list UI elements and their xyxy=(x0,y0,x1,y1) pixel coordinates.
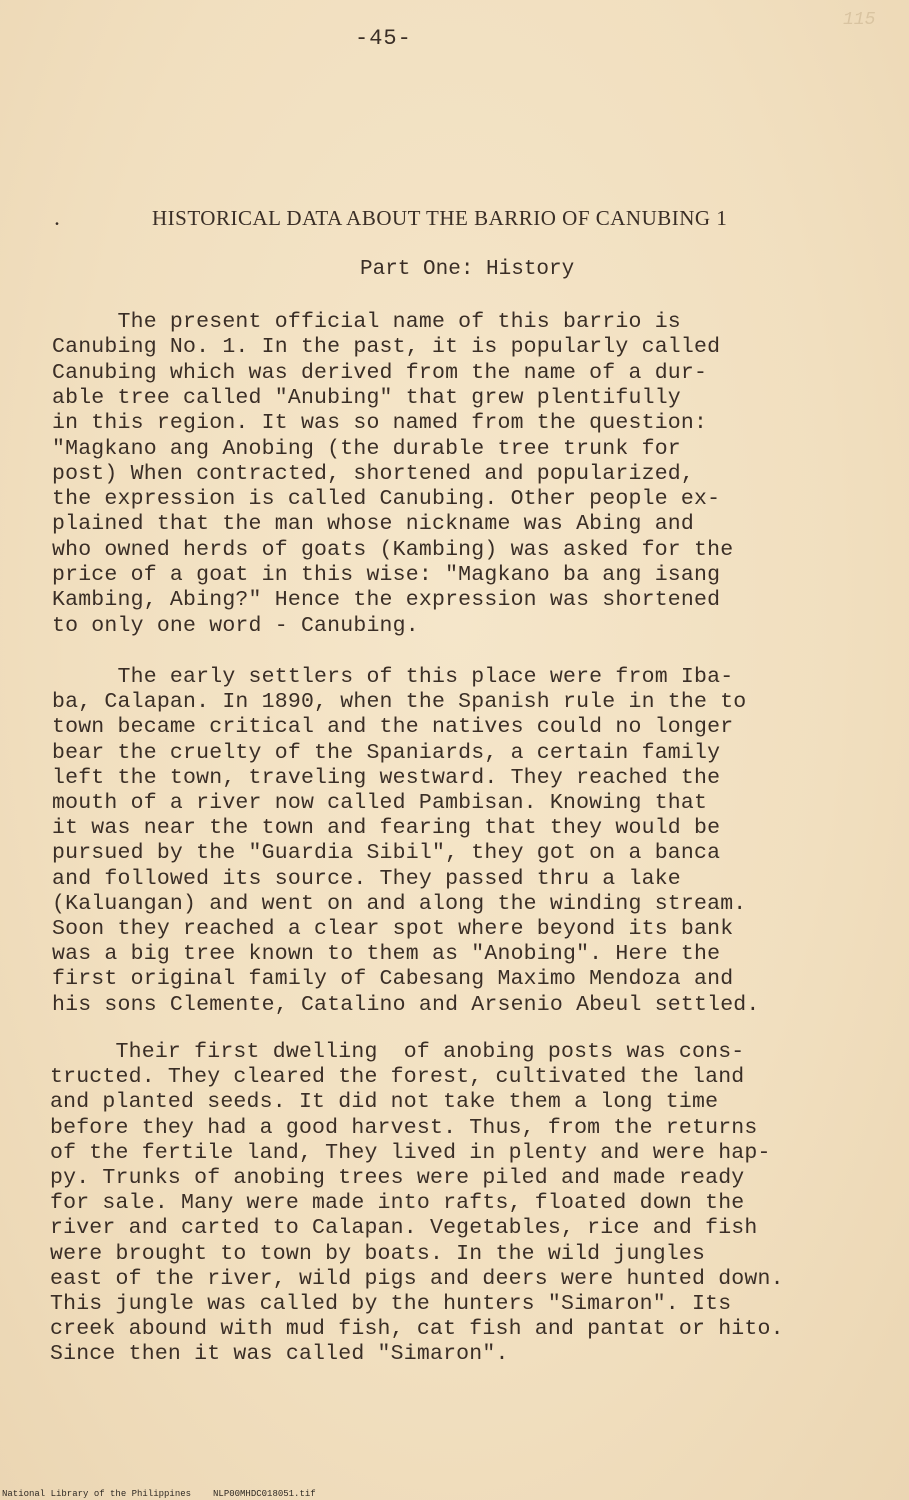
text-line: mouth of a river now called Pambisan. Knowing that xyxy=(52,791,708,815)
text-line: and followed its source. They passed thru a lake xyxy=(52,866,681,891)
text-line: creek abound with mud fish, cat fish and pantat or hito. xyxy=(50,1317,784,1342)
pencil-annotation: 115 xyxy=(843,10,876,30)
text-line: east of the river, wild pigs and deers were hunted down. xyxy=(50,1266,784,1291)
text-line: Soon they reached a clear spot where beyond its bank xyxy=(52,917,734,941)
text-line: price of a goat in this wise: "Magkano ba ang isang xyxy=(52,563,721,587)
document-title: HISTORICAL DATA ABOUT THE BARRIO OF CANUBING 1 xyxy=(152,206,728,230)
text-line: (Kaluangan) and went on and along the winding stream. xyxy=(52,891,747,916)
text-line: Their first dwelling of anobing posts was cons- xyxy=(50,1040,745,1064)
text-line: This jungle was called by the hunters "Simaron". Its xyxy=(50,1292,732,1316)
text-line: his sons Clemente, Catalino and Arsenio Abeul settled. xyxy=(52,992,760,1017)
text-line: of the fertile land, They lived in plenty and were hap- xyxy=(50,1140,771,1165)
text-line: "Magkano ang Anobing (the durable tree trunk for xyxy=(52,436,681,461)
text-line: town became critical and the natives could no longer xyxy=(52,715,734,740)
text-line: tructed. They cleared the forest, cultivated the land xyxy=(50,1065,745,1090)
text-line: pursued by the "Guardia Sibil", they got on a banca xyxy=(52,841,721,866)
text-line: Canubing which was derived from the name of a dur- xyxy=(52,360,708,385)
text-line: was a big tree known to them as "Anobing". Here the xyxy=(52,942,721,967)
text-line: left the town, traveling westward. They reached the xyxy=(52,765,721,790)
text-line: bear the cruelty of the Spaniards, a certain family xyxy=(52,740,721,765)
text-line: and planted seeds. It did not take them a long time xyxy=(50,1090,719,1115)
text-line: Kambing, Abing?" Hence the expression was shortened xyxy=(52,588,721,613)
text-line: able tree called "Anubing" that grew plentifully xyxy=(52,385,681,410)
text-line: py. Trunks of anobing trees were piled and made ready xyxy=(50,1166,745,1190)
text-line: first original family of Cabesang Maximo Mendoza and xyxy=(52,967,734,992)
text-line: Since then it was called "Simaron". xyxy=(50,1342,509,1367)
footer-filename: NLP00MHDC018051.tif xyxy=(213,1489,316,1499)
text-line: plained that the man whose nickname was Abing and xyxy=(52,512,695,537)
text-line: The early settlers of this place were from Iba- xyxy=(52,665,734,689)
text-line: Canubing No. 1. In the past, it is popularly called xyxy=(52,335,721,360)
text-line: in this region. It was so named from the question: xyxy=(52,411,708,436)
text-line: who owned herds of goats (Kambing) was asked for the xyxy=(52,537,734,562)
footer-institution: National Library of the Philippines xyxy=(2,1489,192,1499)
page-number: -45- xyxy=(355,26,412,51)
text-line: river and carted to Calapan. Vegetables, rice and fish xyxy=(50,1216,758,1241)
text-line: the expression is called Canubing. Other people ex- xyxy=(52,487,721,512)
text-line: The present official name of this barrio is xyxy=(52,310,681,334)
section-subtitle: Part One: History xyxy=(360,258,575,281)
text-line: to only one word - Canubing. xyxy=(52,613,419,638)
margin-mark: • xyxy=(54,220,61,231)
text-line: for sale. Many were made into rafts, floated down the xyxy=(50,1191,745,1216)
text-line: ba, Calapan. In 1890, when the Spanish rule in the to xyxy=(52,690,747,715)
text-line: post) When contracted, shortened and popularized, xyxy=(52,461,695,486)
text-line: before they had a good harvest. Thus, from the returns xyxy=(50,1115,758,1140)
text-line: were brought to town by boats. In the wild jungles xyxy=(50,1241,706,1266)
scan-footer xyxy=(2,1489,338,1499)
text-line: it was near the town and fearing that they would be xyxy=(52,816,721,841)
